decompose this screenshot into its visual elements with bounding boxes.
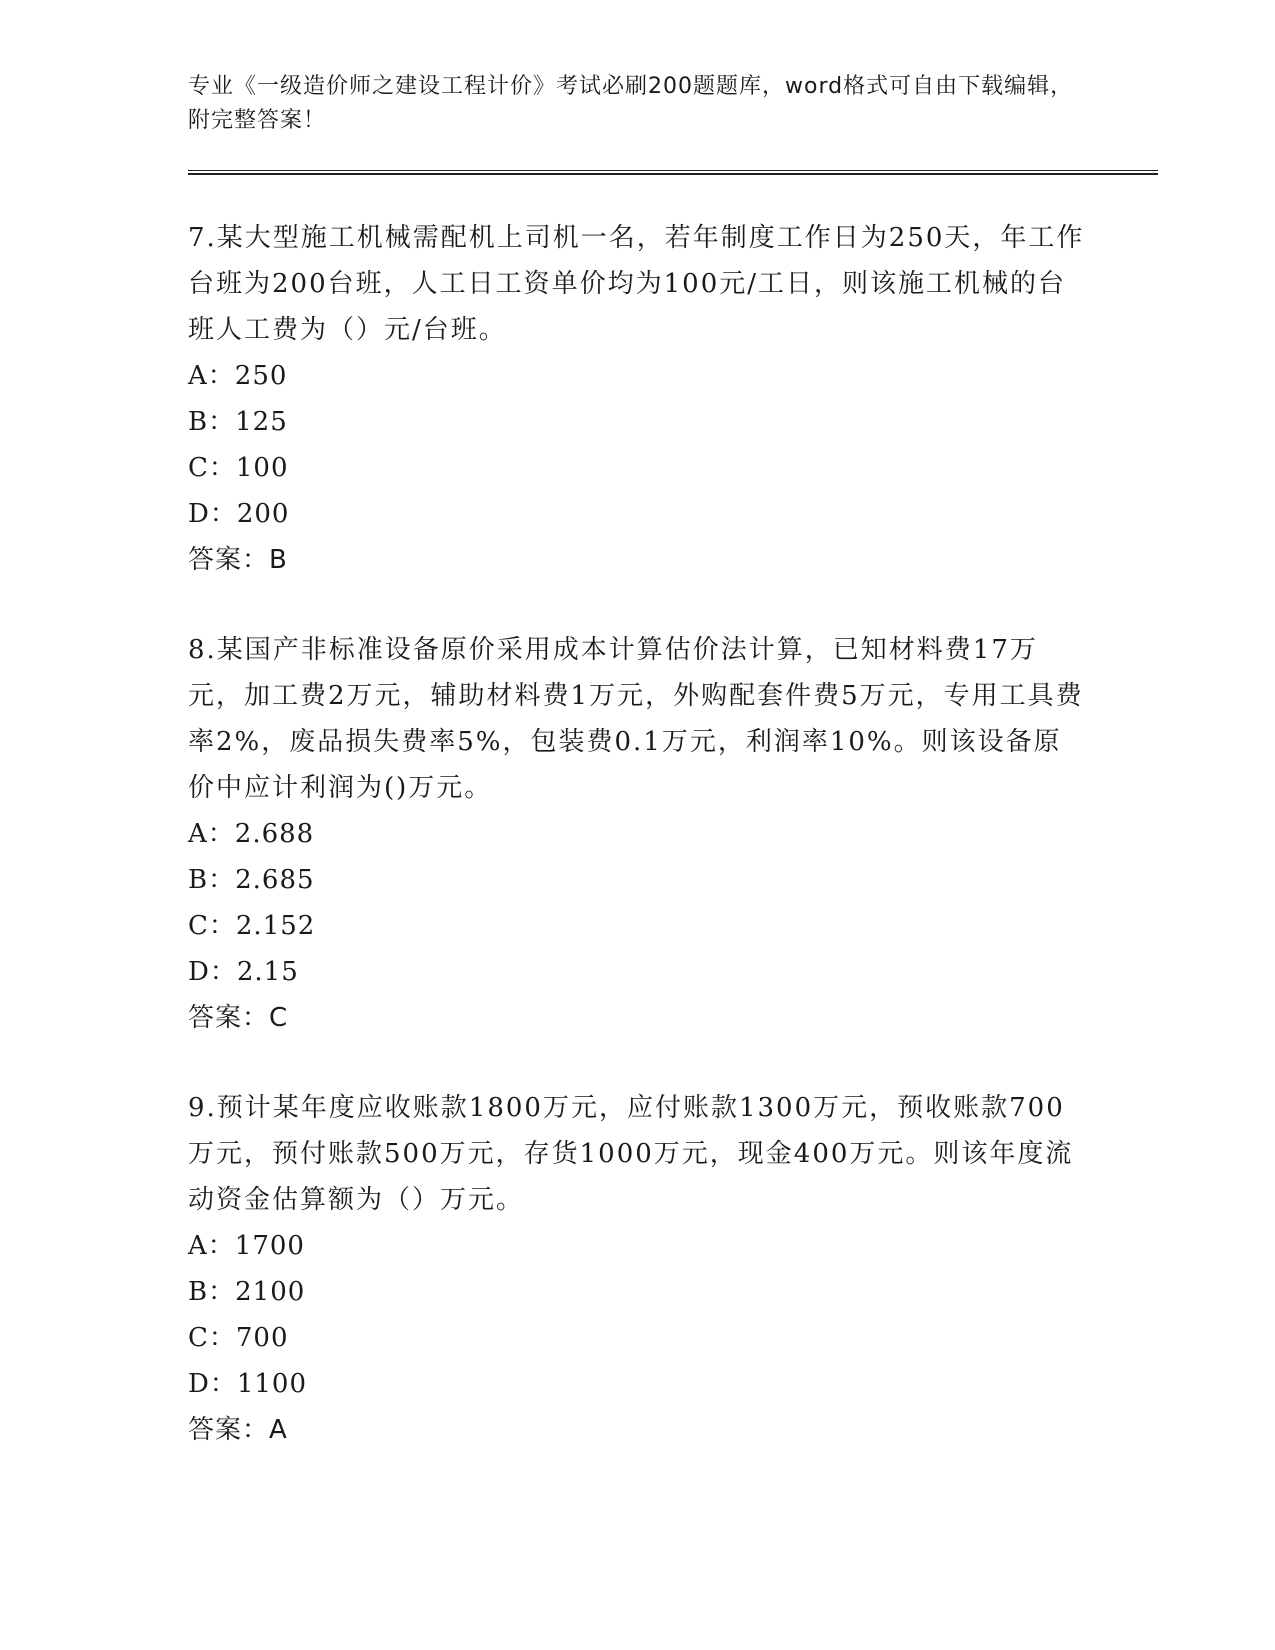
option-a: A：250 [188,361,288,391]
option-b: B：125 [188,407,288,437]
option-a: A：2.688 [188,819,315,849]
option-c: C：100 [188,453,289,483]
question-stem: 7.某大型施工机械需配机上司机一名，若年制度工作日为250天，年工作台班为200台班，人工日工资单价均为100元/工日，则该施工机械的台班人工费为（）元/台班。 [188,223,1085,345]
document-header: 专业《一级造价师之建设工程计价》考试必刷200题题库，word格式可自由下载编辑，附完整答案！ [188,74,1074,133]
document-page [188,70,1158,1497]
option-b: B：2100 [188,1277,306,1307]
option-d: D：200 [188,499,290,529]
header-divider [188,170,1158,175]
answer-line: 答案：B [188,545,288,575]
option-b: B：2.685 [188,865,315,895]
question-item [188,215,1158,583]
option-c: C：700 [188,1323,289,1353]
question-list [188,215,1158,1453]
option-d: D：1100 [188,1369,308,1399]
question-stem: 8.某国产非标准设备原价采用成本计算估价法计算，已知材料费17万元，加工费2万元，辅助材料费1万元，外购配套件费5万元，专用工具费率2%，废品损失费率5%，包装费0.1万元，利润率10%。则该设备原价中应计利润为()万元。 [188,635,1084,803]
answer-line: 答案：C [188,1003,289,1033]
question-item [188,1085,1158,1453]
question-stem: 9.预计某年度应收账款1800万元，应付账款1300万元，预收账款700万元，预付账款500万元，存货1000万元，现金400万元。则该年度流动资金估算额为（）万元。 [188,1093,1074,1215]
option-d: D：2.15 [188,957,299,987]
option-c: C：2.152 [188,911,316,941]
answer-line: 答案：A [188,1415,288,1445]
option-a: A：1700 [188,1231,305,1261]
question-item [188,627,1158,1041]
